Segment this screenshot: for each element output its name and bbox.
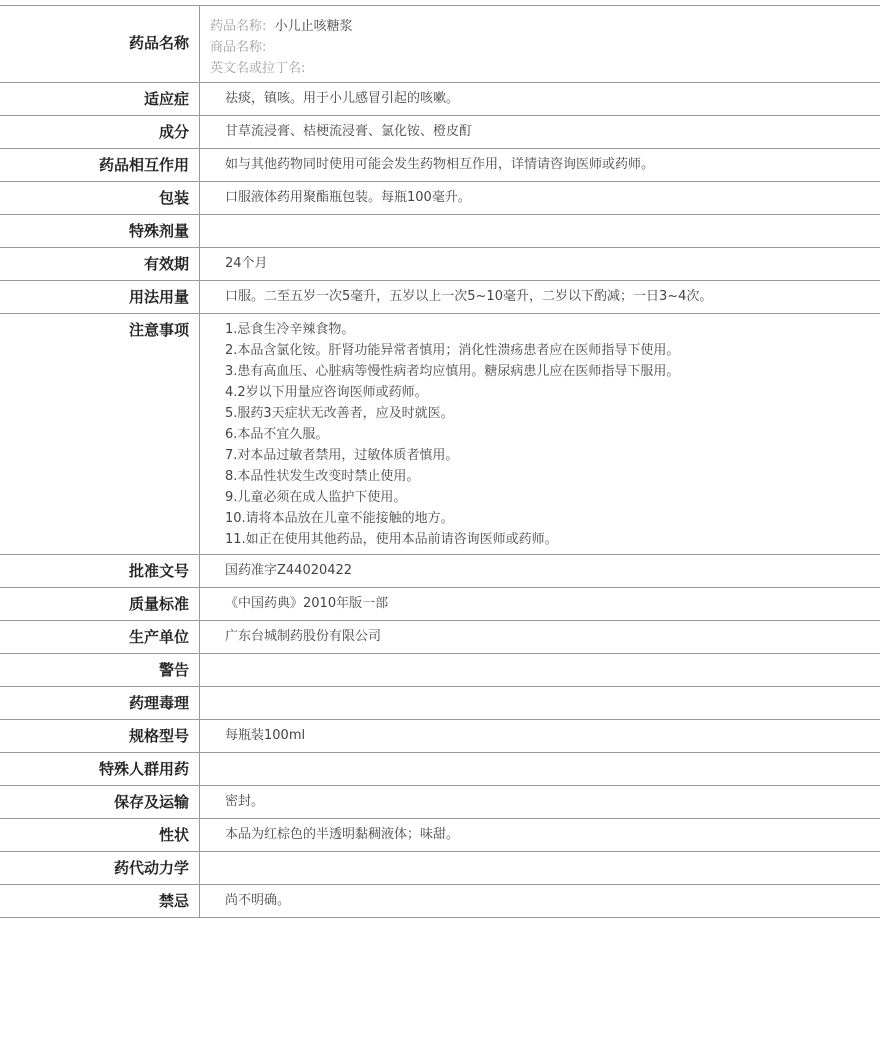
precautions-list	[200, 314, 880, 554]
row-approval-number	[0, 555, 880, 588]
row-special-dosage	[0, 215, 880, 248]
row-value: 本品为红棕色的半透明黏稠液体；味甜。	[225, 827, 460, 842]
row-description	[0, 819, 880, 852]
row-quality-standard	[0, 588, 880, 621]
row-pharmacology	[0, 687, 880, 720]
list-item: 3.患有高血压、心脏病等慢性病者均应慎用。糖尿病患儿应在医师指导下服用。	[225, 364, 680, 379]
row-value	[200, 654, 880, 686]
row-value: 每瓶装100ml	[225, 728, 306, 743]
row-label: 性状	[0, 819, 200, 851]
row-value	[200, 852, 880, 884]
row-special-populations	[0, 753, 880, 786]
row-ingredients	[0, 116, 880, 149]
name-values	[200, 6, 880, 82]
row-storage	[0, 786, 880, 819]
row-label: 成分	[0, 116, 200, 148]
row-packaging	[0, 182, 880, 215]
row-value	[200, 753, 880, 785]
list-item: 7.对本品过敏者禁用，过敏体质者慎用。	[225, 448, 459, 463]
row-value: 口服。二至五岁一次5毫升，五岁以上一次5~10毫升，二岁以下酌减；一日3~4次。	[225, 289, 713, 304]
drug-name-value: 小儿止咳糖浆	[274, 19, 353, 34]
row-value	[200, 687, 880, 719]
list-item: 1.忌食生冷辛辣食物。	[225, 322, 355, 337]
row-drug-name	[0, 5, 880, 83]
drug-name-line	[210, 16, 880, 37]
row-label: 注意事项	[0, 314, 200, 554]
drug-name-label: 药品名称:	[210, 19, 267, 34]
list-item: 11.如正在使用其他药品，使用本品前请咨询医师或药师。	[225, 532, 558, 547]
row-label: 特殊人群用药	[0, 753, 200, 785]
row-label: 药品名称	[0, 6, 200, 82]
row-value: 祛痰，镇咳。用于小儿感冒引起的咳嗽。	[225, 91, 460, 106]
row-label: 质量标准	[0, 588, 200, 620]
row-label: 禁忌	[0, 885, 200, 917]
row-value: 广东台城制药股份有限公司	[225, 629, 382, 644]
list-item: 6.本品不宜久服。	[225, 427, 329, 442]
row-shelf-life	[0, 248, 880, 281]
row-value: 尚不明确。	[225, 893, 291, 908]
row-value: 甘草流浸膏、桔梗流浸膏、氯化铵、橙皮酊	[225, 124, 473, 139]
english-name-label: 英文名或拉丁名:	[210, 61, 306, 76]
row-label: 有效期	[0, 248, 200, 280]
row-label: 药理毒理	[0, 687, 200, 719]
list-item: 8.本品性状发生改变时禁止使用。	[225, 469, 420, 484]
row-indications	[0, 83, 880, 116]
row-label: 批准文号	[0, 555, 200, 587]
list-item: 5.服药3天症状无改善者，应及时就医。	[225, 406, 454, 421]
row-value: 如与其他药物同时使用可能会发生药物相互作用，详情请咨询医师或药师。	[225, 157, 655, 172]
row-label: 用法用量	[0, 281, 200, 313]
trade-name-label: 商品名称:	[210, 40, 267, 55]
row-label: 保存及运输	[0, 786, 200, 818]
row-value: 24个月	[225, 256, 268, 271]
row-interactions	[0, 149, 880, 182]
row-warning	[0, 654, 880, 687]
row-label: 规格型号	[0, 720, 200, 752]
list-item: 10.请将本品放在儿童不能接触的地方。	[225, 511, 454, 526]
row-value: 密封。	[225, 794, 265, 809]
row-precautions	[0, 314, 880, 555]
row-contraindications	[0, 885, 880, 918]
row-label: 包装	[0, 182, 200, 214]
row-label: 生产单位	[0, 621, 200, 653]
row-value: 口服液体药用聚酯瓶包装。每瓶100毫升。	[225, 190, 471, 205]
row-label: 药代动力学	[0, 852, 200, 884]
row-specification	[0, 720, 880, 753]
row-value: 《中国药典》2010年版一部	[225, 596, 389, 611]
row-value: 国药准字Z44020422	[225, 563, 353, 578]
list-item: 4.2岁以下用量应咨询医师或药师。	[225, 385, 428, 400]
list-item: 2.本品含氯化铵。肝肾功能异常者慎用；消化性溃疡患者应在医师指导下使用。	[225, 343, 680, 358]
row-label: 适应症	[0, 83, 200, 115]
row-label: 特殊剂量	[0, 215, 200, 247]
row-label: 药品相互作用	[0, 149, 200, 181]
row-pharmacokinetics	[0, 852, 880, 885]
row-value	[200, 215, 880, 247]
list-item: 9.儿童必须在成人监护下使用。	[225, 490, 407, 505]
row-label: 警告	[0, 654, 200, 686]
drug-info-table	[0, 5, 880, 918]
row-manufacturer	[0, 621, 880, 654]
row-dosage	[0, 281, 880, 314]
